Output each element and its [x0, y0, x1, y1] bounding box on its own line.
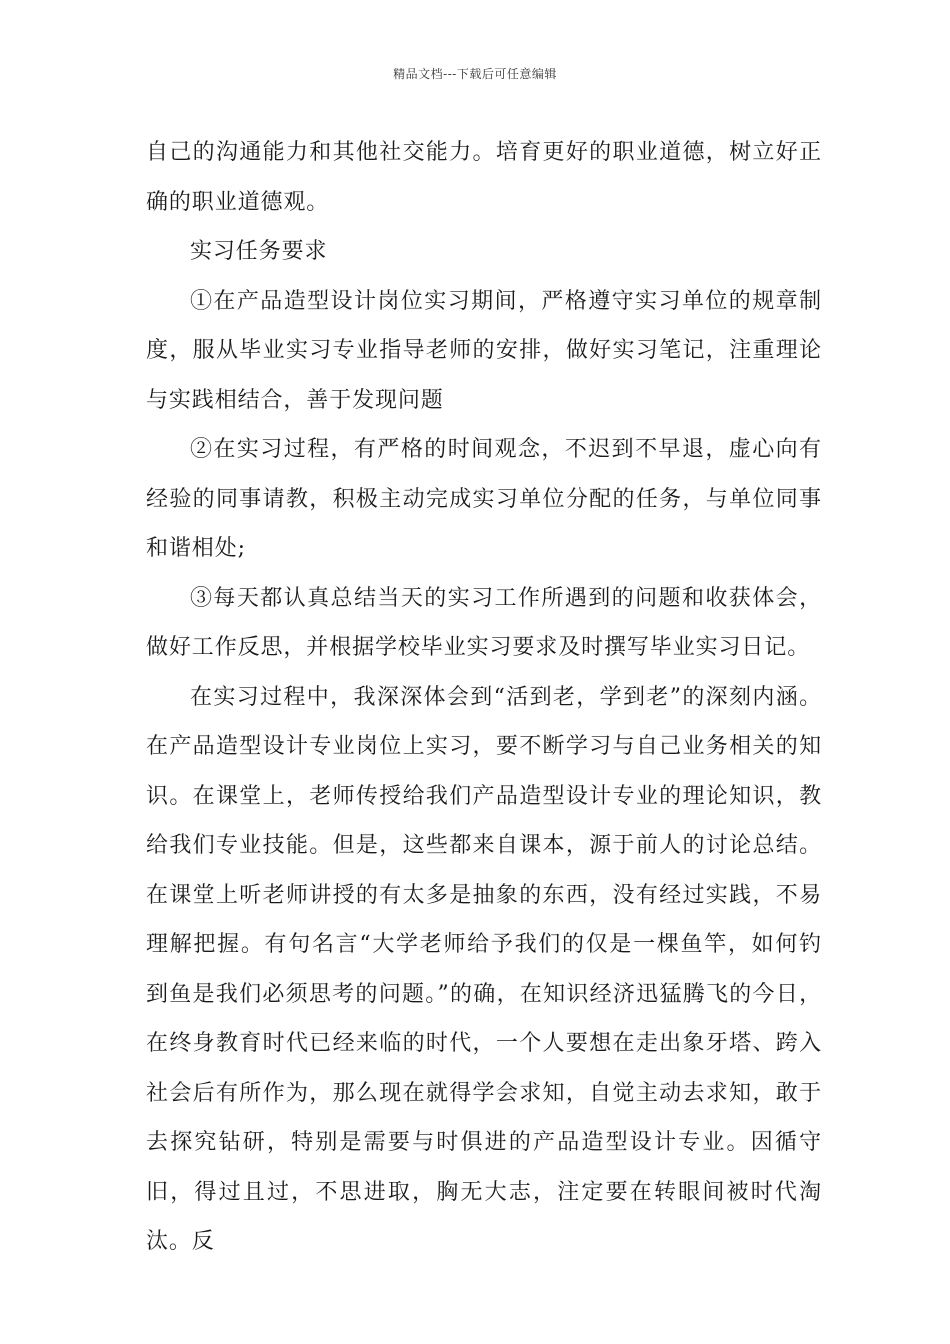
section-heading-internship-requirements: 实习任务要求: [190, 239, 328, 264]
document-body: [146, 128, 822, 1267]
paragraph-reflection: 在实习过程中，我深深体会到“活到老，学到老”的深刻内涵。在产品造型设计专业岗位上实习，要不断学习与自己业务相关的知识。在课堂上，老师传授给我们产品造型设计专业的理论知识，教给我们专业技能。但是，这些都来自课本，源于前人的讨论总结。在课堂上听老师讲授的有太多是抽象的东西，没有经过实践，不易理解把握。有句名言“大学老师给予我们的仅是一棵鱼竿，如何钓到鱼是我们必须思考的问题。”的确，在知识经济迅猛腾飞的今日，在终身教育时代已经来临的时代，一个人要想在走出象牙塔、跨入社会后有所作为，那么现在就得学会求知，自觉主动去求知，敢于去探究钻研，特别是需要与时俱进的产品造型设计专业。因循守旧，得过且过，不思进取，胸无大志，注定要在转眼间被时代淘汰。反: [146, 684, 822, 1254]
requirement-item-3: ③每天都认真总结当天的实习工作所遇到的问题和收获体会，做好工作反思，并根据学校毕业实习要求及时撰写毕业实习日记。: [146, 585, 822, 660]
paragraph-continuation: 自己的沟通能力和其他社交能力。培育更好的职业道德，树立好正确的职业道德观。: [146, 140, 822, 215]
page-header: 精品文档---下载后可任意编辑: [393, 67, 557, 81]
requirement-item-2: ②在实习过程，有严格的时间观念，不迟到不早退，虚心向有经验的同事请教，积极主动完成实习单位分配的任务，与单位同事和谐相处;: [146, 437, 822, 561]
requirement-item-1: ①在产品造型设计岗位实习期间，严格遵守实习单位的规章制度，服从毕业实习专业指导老师的安排，做好实习笔记，注重理论与实践相结合，善于发现问题: [146, 288, 822, 413]
